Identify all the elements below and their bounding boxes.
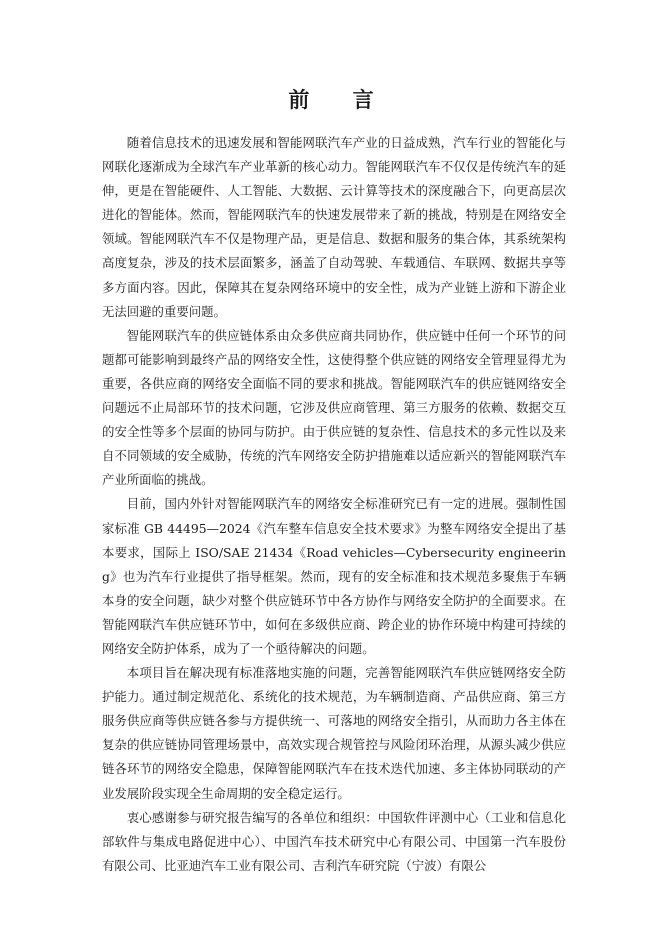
- paragraph-acknowledgements: 衷心感谢参与研究报告编写的各单位和组织：中国软件评测中心（工业和信息化部软件与集成电路促进中心）、中国汽车技术研究中心有限公司、中国第一汽车股份有限公司、比亚迪汽车工业有限公司、吉利汽车研究院（宁波）有限公: [102, 809, 566, 873]
- paragraph-project-goal: 本项目旨在解决现有标准落地实施的问题，完善智能网联汽车供应链网络安全防护能力。通过制定规范化、系统化的技术规范，为车辆制造商、产品供应商、第三方服务供应商等供应链各参与方提供统一、可落地的网络安全指引，从而助力各主体在复杂的供应链协同管理场景中，高效实现合规管控与风险闭环治理，从源头减少供应链各环节的网络安全隐患，保障智能网联汽车在技术迭代加速、多主体协同联动的产业发展阶段实现全生命周期的安全稳定运行。: [102, 665, 566, 801]
- paragraph-standards: 目前，国内外针对智能网联汽车的网络安全标准研究已有一定的进展。强制性国家标准 GB 44495—2024《汽车整车信息安全技术要求》为整车网络安全提出了基本要求，国际上 ISO/SAE 21434《Road vehicles—Cybersecurity engineering》也为汽车行业提供了指导框架。然而，现有的安全标准和技术规范多聚焦于车辆本身的安全问题，缺少对整个供应链环节中各方协作与网络安全防护的全面要求。在智能网联汽车供应链环节中，如何在多级供应商、跨企业的协作环境中构建可持续的网络安全防护体系，成为了一个亟待解决的问题。: [102, 496, 566, 656]
- paragraph-supply-chain: 智能网联汽车的供应链体系由众多供应商共同协作，供应链中任何一个环节的问题都可能影响到最终产品的网络安全性，这使得整个供应链的网络安全管理显得尤为重要，各供应商的网络安全面临不同的要求和挑战。智能网联汽车的供应链网络安全问题远不止局部环节的技术问题，它涉及供应商管理、第三方服务的依赖、数据交互的安全性等多个层面的协同与防护。由于供应链的复杂性、信息技术的多元性以及来自不同领域的安全威胁，传统的汽车网络安全防护措施难以适应新兴的智能网联汽车产业所面临的挑战。: [102, 327, 566, 488]
- paragraph-intro: 随着信息技术的迅速发展和智能网联汽车产业的日益成熟，汽车行业的智能化与网联化逐渐成为全球汽车产业革新的核心动力。智能网联汽车不仅仅是传统汽车的延伸，更是在智能硬件、人工智能、大数据、云计算等技术的深度融合下，向更高层次进化的智能体。然而，智能网联汽车的快速发展带来了新的挑战，特别是在网络安全领域。智能网联汽车不仅是物理产品，更是信息、数据和服务的集合体，其系统架构高度复杂，涉及的技术层面繁多，涵盖了自动驾驶、车载通信、车联网、数据共享等多方面内容。因此，保障其在复杂网络环境中的安全性，成为产业链上游和下游企业无法回避的重要问题。: [102, 135, 566, 319]
- document-body: [102, 131, 566, 878]
- page-title: 前 言: [288, 88, 392, 112]
